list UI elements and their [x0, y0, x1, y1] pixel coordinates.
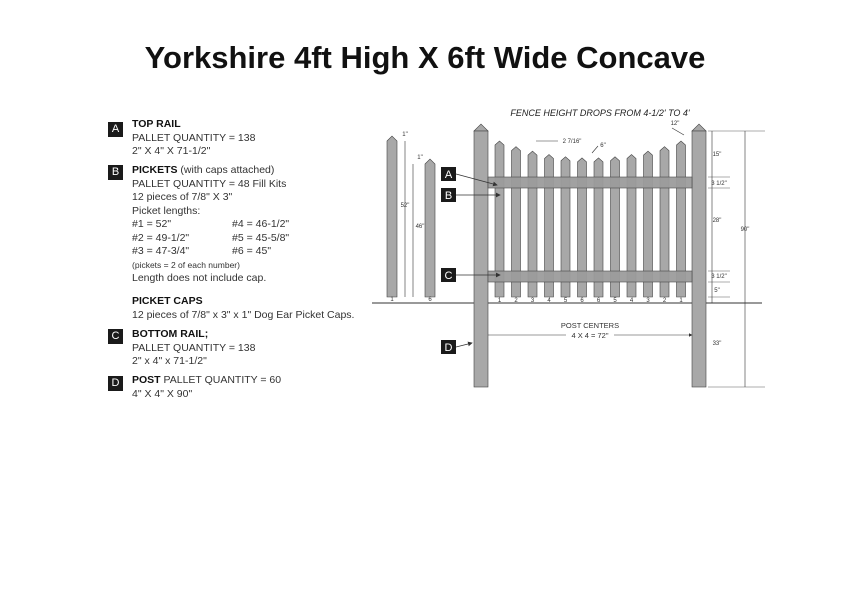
picket-length: #6 = 45": [232, 245, 272, 257]
dim-top-section: 15": [712, 152, 722, 158]
spec-b-note: (pickets = 2 of each number): [132, 259, 240, 270]
spec-b-cap-note: Length does not include cap.: [132, 272, 267, 284]
picket-length: #5 = 45-5/8": [232, 231, 290, 244]
left-post: [474, 124, 488, 387]
badge-b: B: [108, 165, 123, 180]
spec-caps-name: PICKET CAPS: [132, 295, 203, 307]
picket-number: 4: [629, 298, 634, 304]
dim-label: 46": [415, 224, 425, 230]
dim-rail-top: 3 1/2": [711, 181, 727, 187]
spec-a-line1: PALLET QUANTITY = 138: [132, 131, 256, 144]
dim-below-ground: 33": [712, 341, 722, 347]
bottom-rail: [488, 271, 692, 282]
spec-d-line1: 4" X 4" X 90": [132, 387, 193, 400]
dim-label: 52": [400, 203, 410, 209]
badge-c: C: [108, 329, 123, 344]
spec-c-name: BOTTOM RAIL;: [132, 328, 209, 340]
dim-line: [672, 128, 684, 135]
spec-b-line1: PALLET QUANTITY = 48 Fill Kits: [132, 177, 287, 190]
spec-caps-line1: 12 pieces of 7/8" x 3" x 1" Dog Ear Picket Caps.: [132, 308, 355, 321]
picket-length: #2 = 49-1/2": [132, 231, 190, 244]
callout-label: C: [444, 270, 453, 282]
spec-b-name: PICKETS: [132, 164, 178, 176]
spec-d-name-suffix: PALLET QUANTITY = 60: [160, 374, 282, 386]
dim-label: 1": [417, 155, 423, 161]
picket-number: 6: [428, 297, 432, 303]
spec-b-line3: Picket lengths:: [132, 204, 201, 217]
right-post: [692, 124, 706, 387]
picket-number: 6: [580, 298, 584, 304]
top-rail: [488, 177, 692, 188]
callout-label: A: [444, 169, 453, 181]
picket-number: 3: [530, 298, 535, 304]
picket-number: 2: [514, 298, 518, 304]
page-title: Yorkshire 4ft High X 6ft Wide Concave: [144, 40, 706, 75]
spec-c-line2: 2" x 4" x 71-1/2": [132, 355, 207, 367]
dim-line: [592, 146, 598, 153]
callout-d: [441, 340, 472, 354]
badge-d: D: [108, 376, 123, 391]
dim-gap: 6": [600, 143, 606, 149]
picket-length: #3 = 47-3/4": [132, 245, 190, 257]
dim-middle: 28": [712, 218, 722, 224]
spec-a-name: TOP RAIL: [132, 118, 181, 130]
picket-number: 2: [662, 298, 667, 304]
callout-b: [441, 188, 500, 202]
dim-total: 90": [740, 227, 750, 233]
dim-ground-gap: 5": [714, 288, 720, 294]
picket-length: #4 = 46-1/2": [232, 218, 290, 230]
spec-d-name: POST: [132, 374, 161, 386]
picket-length: #1 = 52": [132, 218, 172, 230]
picket-number: 5: [563, 298, 568, 304]
diagram-header: FENCE HEIGHT DROPS FROM 4-1/2' TO 4': [510, 108, 690, 118]
callout-label: B: [444, 190, 453, 202]
dim-post-top: 12": [670, 121, 680, 127]
picket-number: 4: [547, 298, 551, 304]
spec-b-name-suffix: (with caps attached): [177, 164, 275, 176]
picket-number: 1: [497, 298, 502, 304]
dim-rail-bottom: 3 1/2": [711, 274, 727, 280]
spec-b-line2: 12 pieces of 7/8" X 3": [132, 191, 233, 203]
spec-a-line2: 2" X 4" X 71-1/2": [132, 145, 211, 157]
post-centers-value: 4 X 4 = 72": [571, 331, 609, 340]
loose-picket-6: [425, 159, 435, 297]
dim-spacing: 2 7/16": [562, 139, 582, 145]
badge-a: A: [108, 122, 123, 137]
dim-label: 1": [402, 132, 408, 138]
post-centers-label: POST CENTERS: [560, 321, 620, 330]
loose-picket-1: [387, 136, 397, 297]
picket-number: 1: [390, 297, 394, 303]
callout-label: D: [444, 342, 453, 354]
picket-number: 1: [679, 298, 683, 304]
spec-c-line1: PALLET QUANTITY = 138: [132, 341, 256, 354]
picket-number: 6: [596, 298, 601, 304]
picket-number: 3: [646, 298, 650, 304]
picket-number: 5: [613, 298, 617, 304]
